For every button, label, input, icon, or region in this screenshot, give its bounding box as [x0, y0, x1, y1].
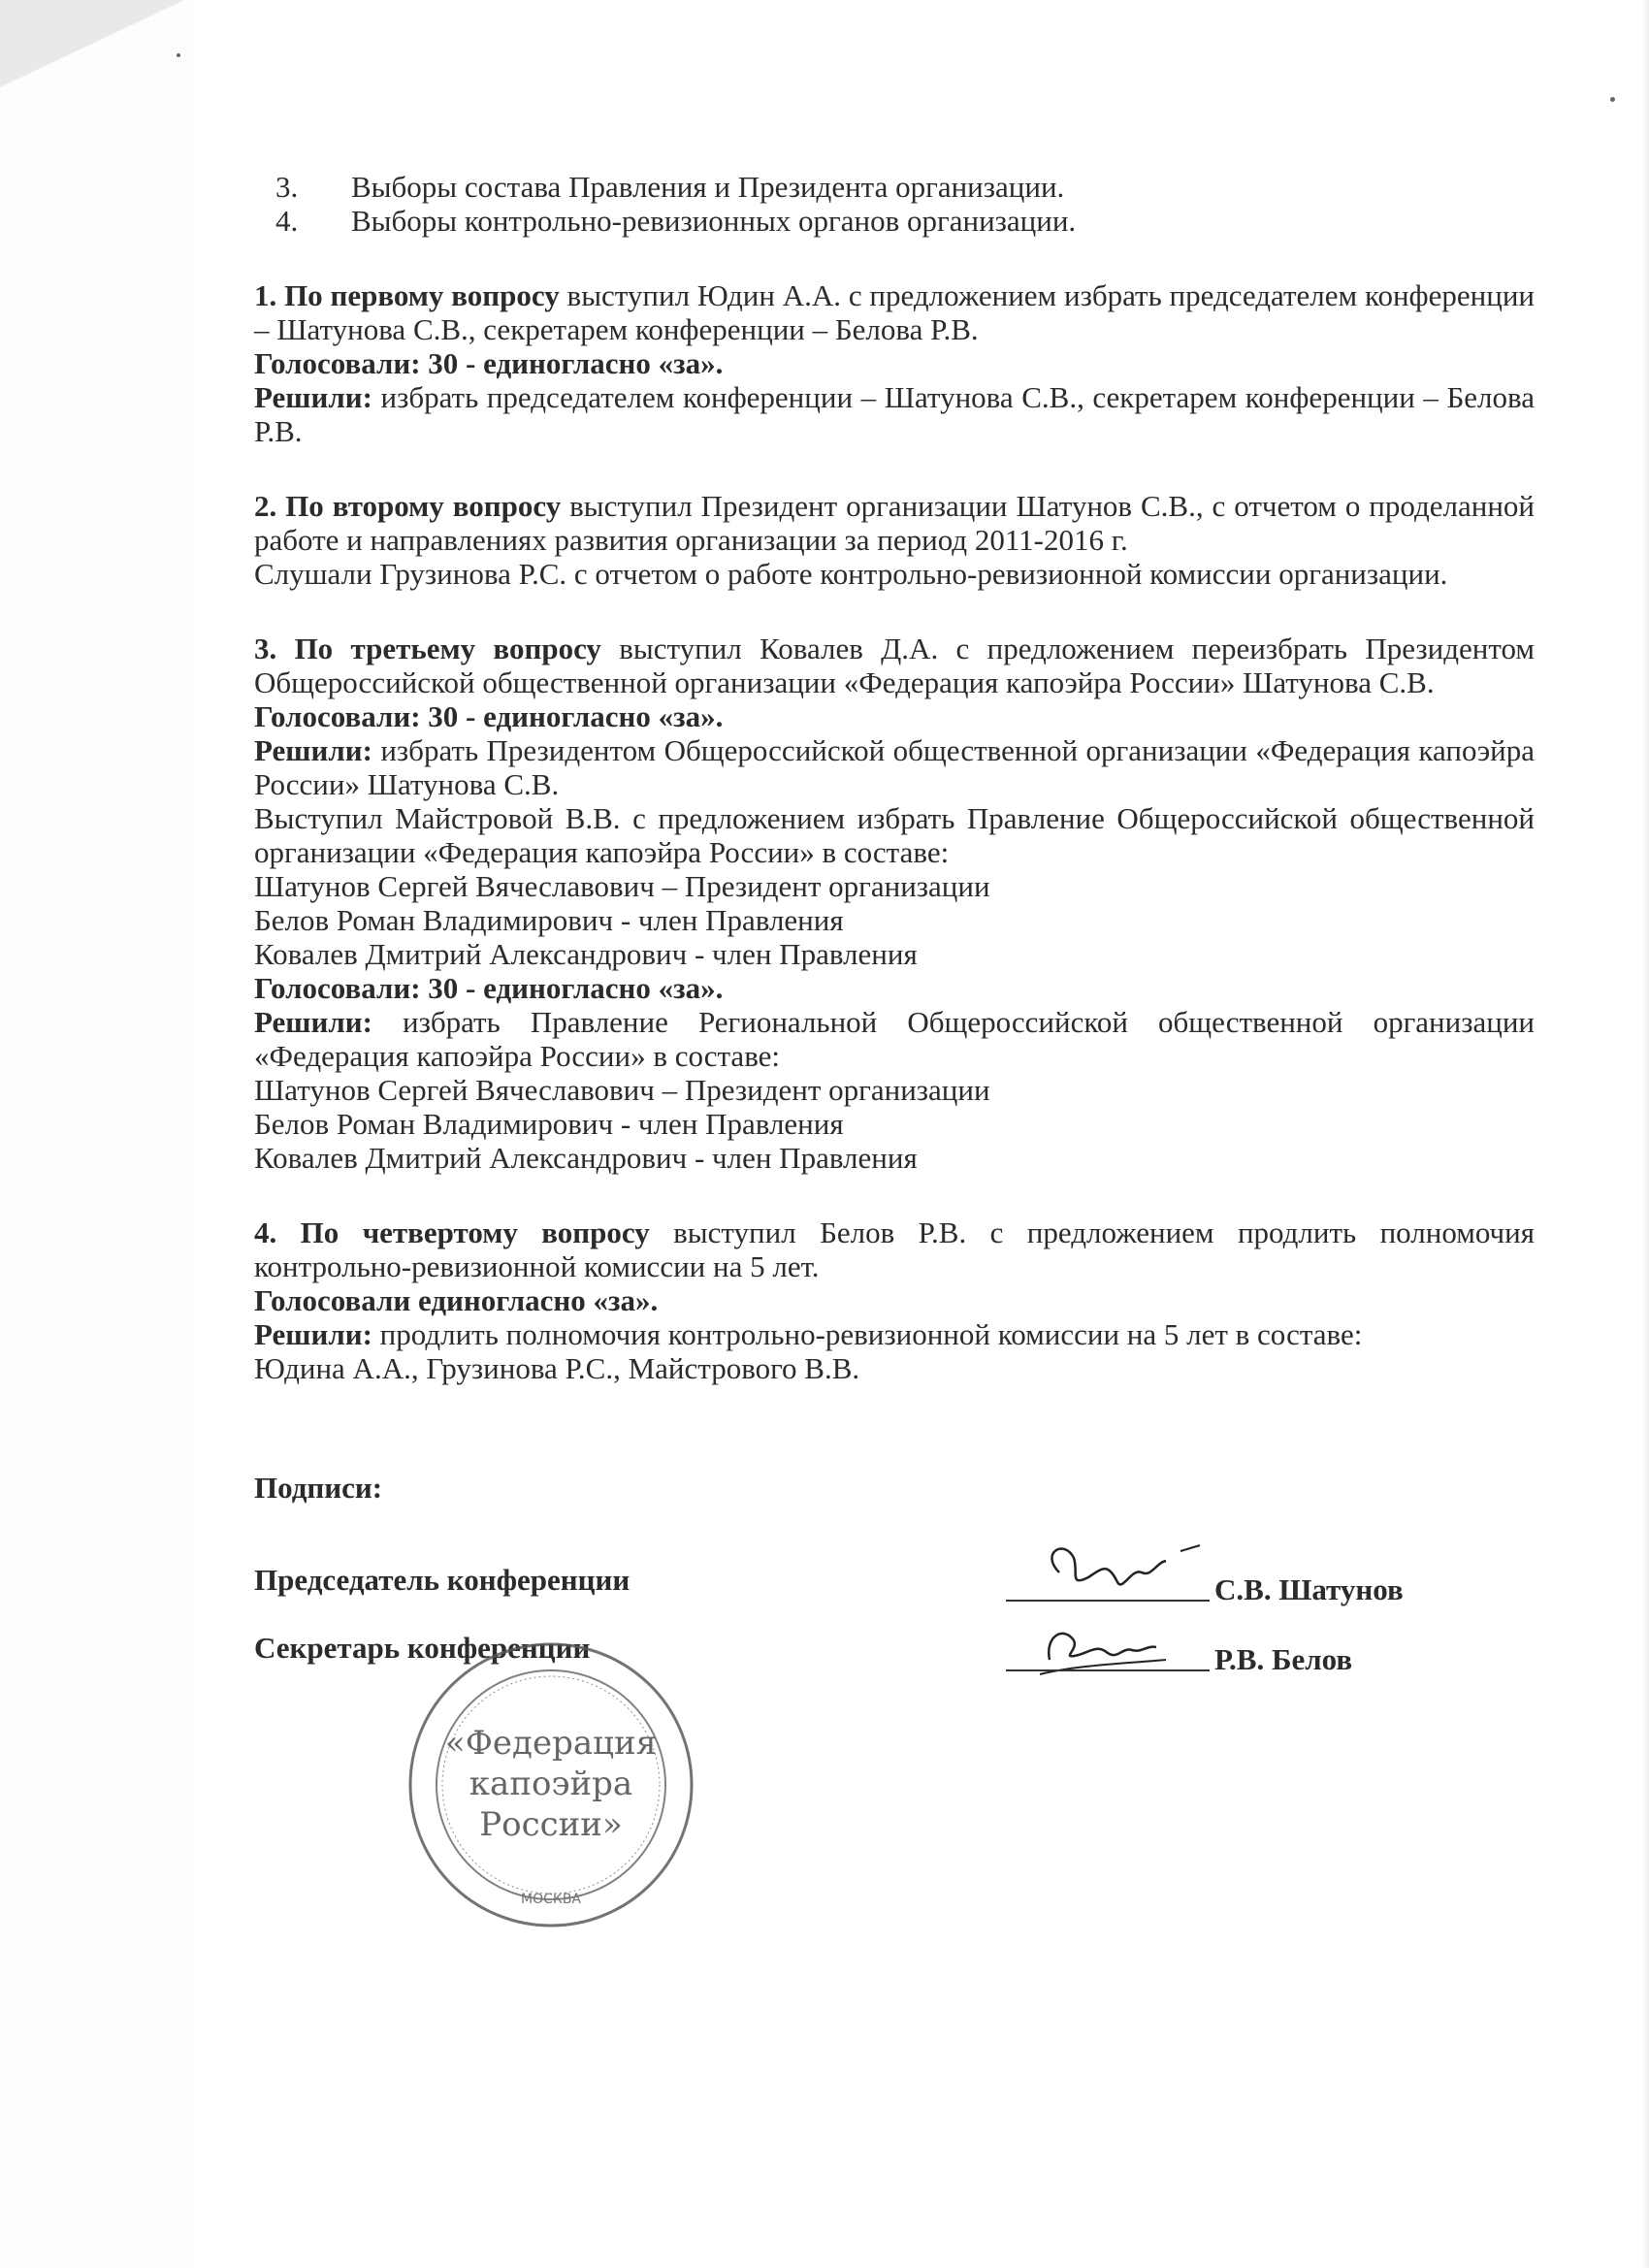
board-member: Шатунов Сергей Вячеславович – Президент организации [254, 869, 990, 903]
chair-role: Председатель конференции [254, 1563, 630, 1597]
secretary-name: Р.В. Белов [1214, 1642, 1353, 1676]
board-member: Шатунов Сергей Вячеславович – Президент организации [254, 1073, 990, 1107]
vote-text: Голосовали: 30 - единогласно «за». [254, 346, 724, 380]
question-4-vote [254, 1283, 1535, 1317]
question-4 [254, 1215, 1535, 1385]
commission-members: Юдина А.А., Грузинова Р.С., Майстрового В.В. [254, 1351, 860, 1385]
decision-label: Решили: [254, 1005, 372, 1039]
question-1-body: выступил Юдин А.А. с предложением избрать председателем конференции – Шатунова С.В., секретарем конференции – Белова Р.В. [254, 278, 1536, 346]
scan-speck [177, 53, 180, 57]
question-1-decision [254, 380, 1535, 448]
document-body [254, 170, 1535, 1728]
question-3 [254, 632, 1535, 1175]
question-1 [254, 278, 1535, 448]
chair-name: С.В. Шатунов [1214, 1572, 1404, 1606]
vote-text: Голосовали: 30 - единогласно «за». [254, 971, 724, 1005]
agenda-text: Выборы контрольно-ревизионных органов организации. [351, 204, 1077, 238]
seal-line-2: капоэйра [469, 1765, 633, 1803]
scan-margin [0, 0, 194, 2268]
chair-signature-icon [1020, 1534, 1214, 1602]
board-member: Ковалев Дмитрий Александрович - член Правления [254, 1141, 918, 1175]
signatures-heading [254, 1471, 1535, 1505]
agenda-item [254, 170, 1535, 204]
vote-text: Голосовали: 30 - единогласно «за». [254, 699, 724, 733]
question-2-body: выступил Президент организации Шатунов С.В., с отчетом о проделанной работе и направлениях развития организации за период 2011-2016 г. [254, 489, 1536, 557]
question-3-proposal: Выступил Майстровой В.В. с предложением избрать Правление Общероссийской общественной организации «Федерация капоэйра России» в составе: [254, 801, 1535, 869]
folded-corner [0, 0, 184, 87]
agenda-list [254, 170, 1535, 238]
decision-label: Решили: [254, 1317, 372, 1351]
board-member: Ковалев Дмитрий Александрович - член Правления [254, 937, 918, 971]
agenda-item [254, 204, 1535, 238]
secretary-signature-line [1006, 1669, 1210, 1671]
seal-ring-text: МОСКВА [521, 1892, 581, 1907]
seal-line-3: России» [479, 1805, 623, 1844]
agenda-text: Выборы состава Правления и Президента организации. [351, 170, 1065, 204]
decision-text: избрать председателем конференции – Шатунова С.В., секретарем конференции – Белова Р.В. [254, 380, 1535, 448]
agenda-number: 4. [275, 204, 299, 238]
question-3-text [254, 632, 1535, 699]
question-4-decision [254, 1317, 1535, 1351]
question-3-vote-1 [254, 699, 1535, 733]
vote-text: Голосовали единогласно «за». [254, 1283, 659, 1317]
question-1-text [254, 278, 1535, 346]
secretary-role: Секретарь конференции [254, 1631, 591, 1665]
question-1-lead: 1. По первому вопросу [254, 278, 560, 312]
scan-speck [1610, 97, 1615, 102]
question-2-report: Слушали Грузинова Р.С. с отчетом о работе контрольно-ревизионной комиссии организации. [254, 557, 1448, 591]
question-3-body: выступил Ковалев Д.А. с предложением переизбрать Президентом Общероссийской общественной организации «Федерация капоэйра России» Шатунова С.В. [254, 632, 1535, 699]
question-3-lead: 3. По третьему вопросу [254, 632, 601, 665]
question-2-lead: 2. По второму вопросу [254, 489, 562, 523]
question-2-text [254, 489, 1535, 557]
signatures-heading-text: Подписи: [254, 1471, 383, 1505]
question-4-lead: 4. По четвертому вопросу [254, 1215, 650, 1249]
decision-text: избрать Президентом Общероссийской общественной организации «Федерация капоэйра России» Шатунова С.В. [254, 733, 1535, 801]
organization-seal [405, 1639, 696, 1930]
scan-edge [1643, 0, 1649, 2268]
question-3-decision-1 [254, 733, 1535, 801]
question-4-body: выступил Белов Р.В. с предложением продлить полномочия контрольно-ревизионной комиссии на 5 лет. [254, 1215, 1535, 1283]
decision-text: избрать Правление Региональной Общероссийской общественной организации «Федерация капоэйра России» в составе: [254, 1005, 1535, 1073]
board-member: Белов Роман Владимирович - член Правления [254, 1107, 844, 1141]
question-3-vote-2 [254, 971, 1535, 1005]
board-member: Белов Роман Владимирович - член Правления [254, 903, 844, 937]
chair-signature-line [1006, 1600, 1210, 1602]
decision-label: Решили: [254, 733, 372, 767]
seal-line-1: «Федерация [444, 1724, 658, 1763]
question-1-vote [254, 346, 1535, 380]
decision-text: продлить полномочия контрольно-ревизионной комиссии на 5 лет в составе: [372, 1317, 1363, 1351]
secretary-signature-icon [1020, 1606, 1214, 1684]
question-2 [254, 489, 1535, 591]
decision-label: Решили: [254, 380, 372, 414]
question-4-text [254, 1215, 1535, 1283]
question-3-decision-2 [254, 1005, 1535, 1073]
agenda-number: 3. [275, 170, 299, 204]
